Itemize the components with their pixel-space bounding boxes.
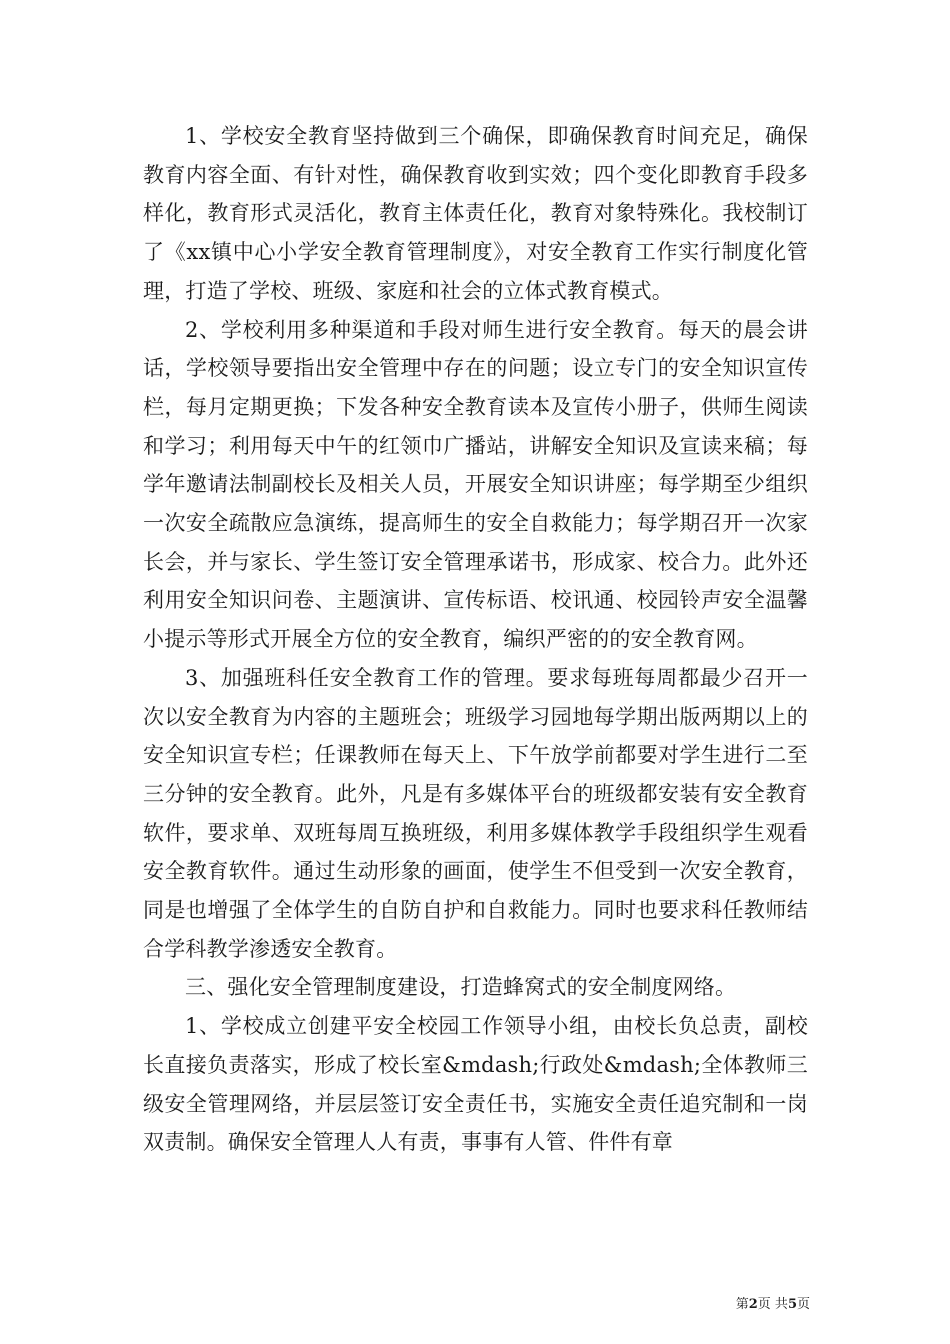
footer-prefix: 第 bbox=[735, 1297, 749, 1312]
paragraph-1: 1、学校安全教育坚持做到三个确保，即确保教育时间充足，确保教育内容全面、有针对性，确保教育收到实效；四个变化即教育手段多样化，教育形式灵活化，教育主体责任化，教育对象特殊化。我校制订了《xx镇中心小学安全教育管理制度》，对安全教育工作实行制度化管理，打造了学校、班级、家庭和社会的立体式教育模式。 bbox=[143, 124, 808, 303]
page-number-footer bbox=[700, 1296, 810, 1314]
section-heading: 三、强化安全管理制度建设，打造蜂窝式的安全制度网络。 bbox=[185, 975, 737, 1000]
footer-middle: 页 共 bbox=[757, 1297, 788, 1312]
paragraph-3: 3、加强班科任安全教育工作的管理。要求每班每周都最少召开一次以安全教育为内容的主题班会；班级学习园地每学期出版两期以上的安全知识宣专栏；任课教师在每天上、下午放学前都要对学生进行二至三分钟的安全教育。此外，凡是有多媒体平台的班级都安装有安全教育软件，要求单、双班每周互换班级，利用多媒体教学手段组织学生观看安全教育软件。通过生动形象的画面，使学生不但受到一次安全教育，同是也增强了全体学生的自防自护和自救能力。同时也要求科任教师结合学科教学渗透安全教育。 bbox=[143, 665, 808, 961]
footer-suffix: 页 bbox=[796, 1297, 810, 1312]
total-pages-number: 5 bbox=[787, 1297, 797, 1312]
current-page-number: 2 bbox=[748, 1297, 758, 1312]
document-body bbox=[143, 117, 808, 1162]
paragraph-4: 1、学校成立创建平安全校园工作领导小组，由校长负总责，副校长直接负责落实，形成了校长室&mdash;行政处&mdash;全体教师三级安全管理网络，并层层签订安全责任书，实施安全责任追究制和一岗双责制。确保安全管理人人有责，事事有人管、件件有章 bbox=[143, 1014, 808, 1155]
paragraph-2: 2、学校利用多种渠道和手段对师生进行安全教育。每天的晨会讲话，学校领导要指出安全管理中存在的问题；设立专门的安全知识宣传栏，每月定期更换；下发各种安全教育读本及宣传小册子，供师生阅读和学习；利用每天中午的红领巾广播站，讲解安全知识及宣读来稿；每学年邀请法制副校长及相关人员，开展安全知识讲座；每学期至少组织一次安全疏散应急演练，提高师生的安全自救能力；每学期召开一次家长会，并与家长、学生签订安全管理承诺书，形成家、校合力。此外还利用安全知识问卷、主题演讲、宣传标语、校讯通、校园铃声安全温馨小提示等形式开展全方位的安全教育，编织严密的的安全教育网。 bbox=[143, 317, 808, 652]
